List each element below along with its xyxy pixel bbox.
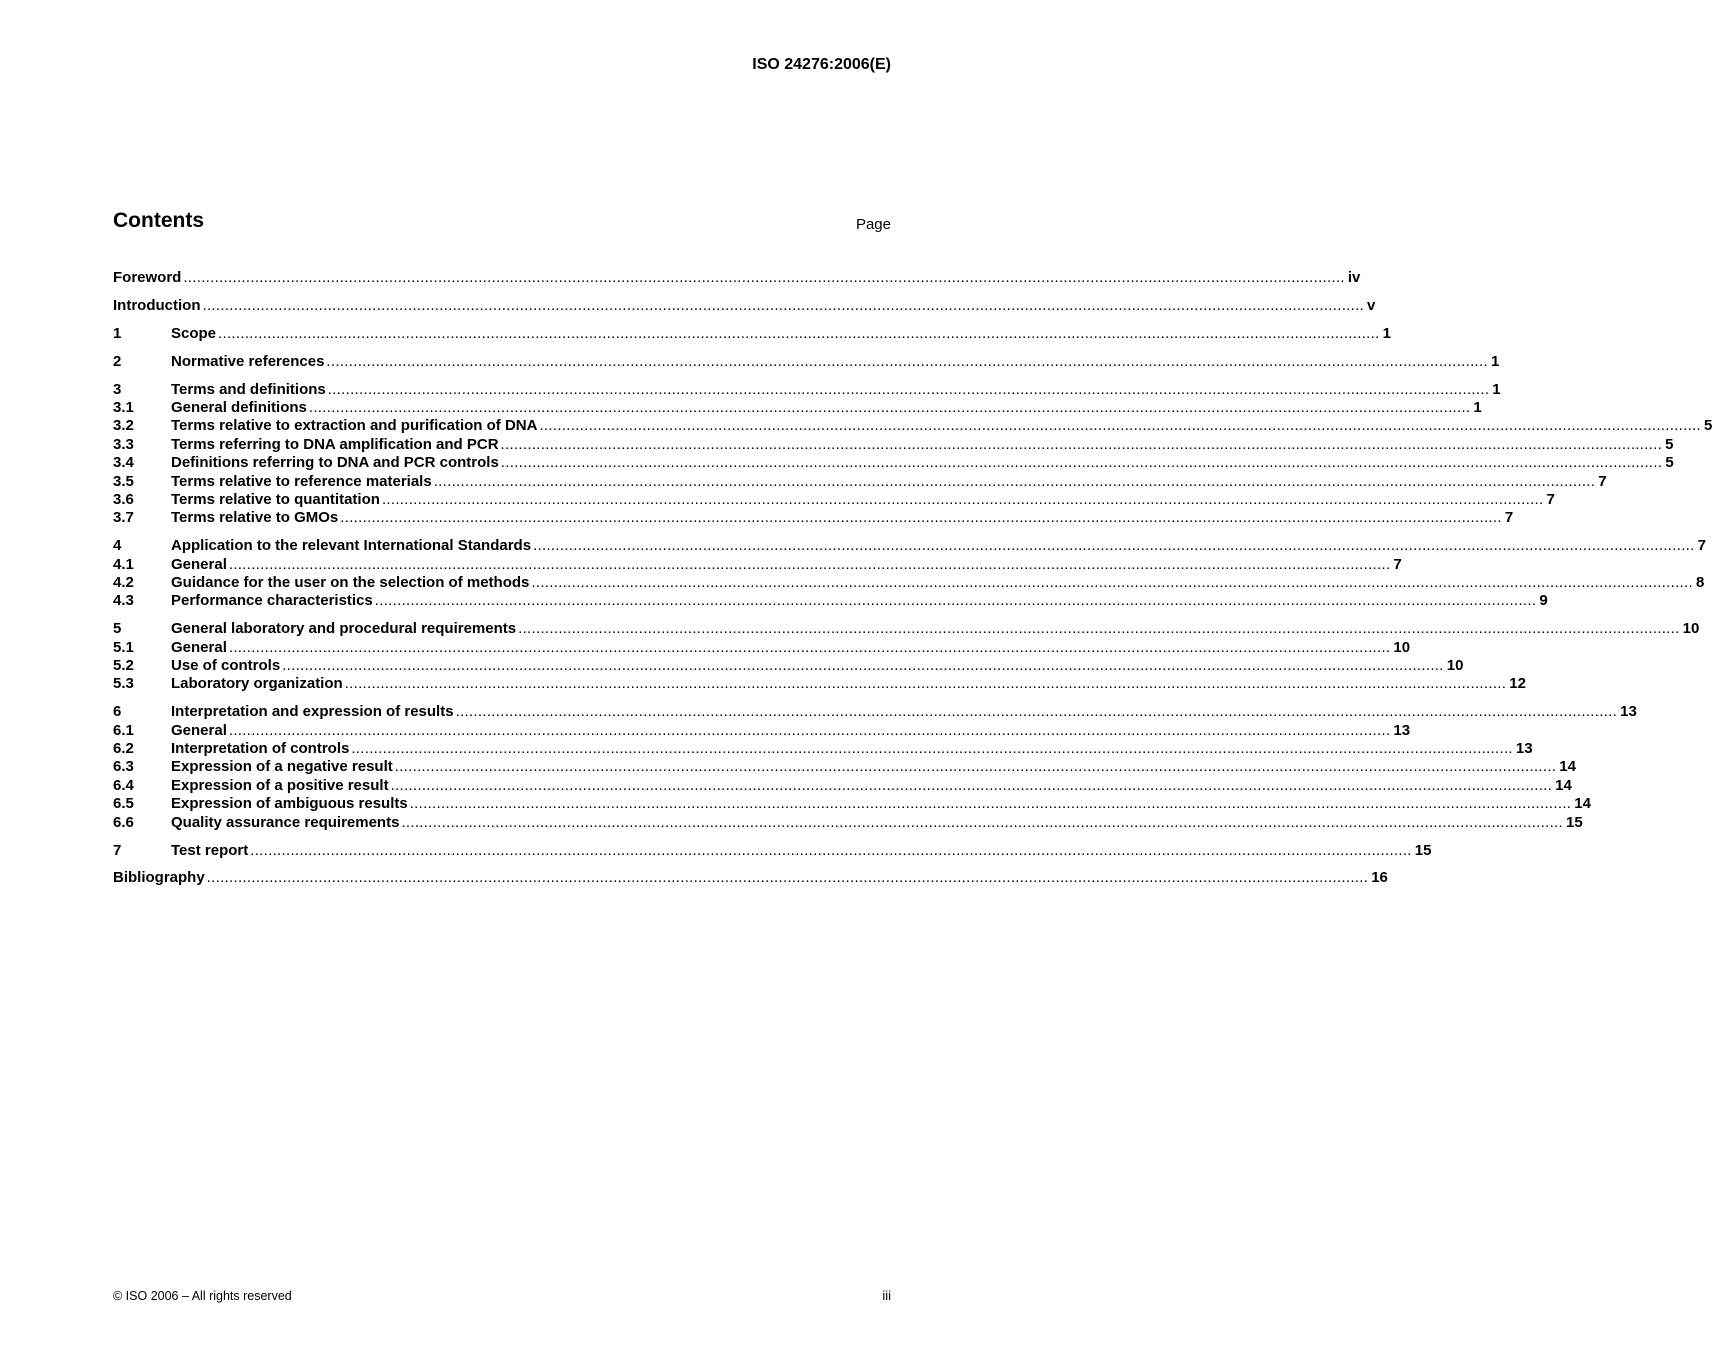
toc-dot-leader: .................................................................................................................................................................................................................................................................... — [390, 776, 1553, 794]
toc-dot-leader: .................................................................................................................................................................................................................................................................... — [374, 592, 1537, 610]
toc-entry-title: General — [171, 555, 227, 573]
toc-entry-number: 5 — [113, 620, 122, 638]
toc-entry-number: 5.1 — [113, 638, 134, 656]
toc-entry-number: 6.1 — [113, 721, 134, 739]
toc-entry-number: 3.2 — [113, 417, 134, 435]
toc-dot-leader: .................................................................................................................................................................................................................................................................... — [327, 380, 1490, 398]
toc-entry-number: 3 — [113, 380, 122, 398]
toc-group — [113, 620, 1700, 694]
toc-entry-number: 2 — [113, 352, 122, 370]
toc-entry[interactable] — [113, 324, 1391, 343]
toc-entry-page: 14 — [1559, 758, 1576, 776]
toc-entry-title: General — [171, 721, 227, 739]
toc-entry[interactable] — [113, 573, 1705, 592]
toc-entry-page: 10 — [1446, 657, 1464, 675]
toc-entry-page: 5 — [1665, 435, 1674, 453]
toc-entry[interactable] — [113, 380, 1501, 399]
toc-entry-title: Test report — [171, 841, 249, 859]
toc-entry[interactable] — [113, 592, 1548, 610]
toc-entry-page: 7 — [1393, 555, 1402, 573]
toc-entry-title: Laboratory organization — [171, 675, 343, 693]
toc-entry-title: Expression of a positive result — [171, 776, 389, 794]
toc-entry-number: 6.2 — [113, 740, 134, 758]
toc-entry-page: 12 — [1509, 675, 1526, 693]
toc-group — [113, 380, 1712, 528]
toc-entry-title: Bibliography — [113, 869, 205, 887]
toc-dot-leader: .................................................................................................................................................................................................................................................................... — [206, 869, 1369, 887]
toc-dot-leader: .................................................................................................................................................................................................................................................................... — [228, 721, 1391, 739]
toc-entry-title: Application to the relevant International Standards — [171, 537, 532, 555]
footer-copyright: © ISO 2006 – All rights reserved — [113, 1289, 292, 1303]
toc-dot-leader: .................................................................................................................................................................................................................................................................... — [531, 573, 1693, 591]
toc-entry-title: Performance characteristics — [171, 592, 373, 610]
toc-entry-page: 5 — [1704, 417, 1712, 435]
toc-entry-page: 7 — [1598, 472, 1607, 490]
toc-entry-title: General — [171, 638, 227, 656]
toc-entry-page: 16 — [1371, 869, 1388, 887]
toc-dot-leader: .................................................................................................................................................................................................................................................................... — [250, 841, 1412, 859]
toc-dot-leader: .................................................................................................................................................................................................................................................................... — [351, 740, 1513, 758]
toc-entry-title: Expression of ambiguous results — [171, 795, 408, 813]
toc-group — [113, 296, 1376, 315]
toc-entry-page: 10 — [1393, 638, 1411, 656]
toc-entry[interactable] — [113, 537, 1706, 555]
toc-dot-leader: .................................................................................................................................................................................................................................................................... — [340, 509, 1502, 527]
toc-entry-page: 1 — [1473, 398, 1482, 416]
toc-group — [113, 703, 1637, 832]
toc-entry-number: 3.3 — [113, 435, 134, 453]
table-of-contents — [113, 269, 1712, 897]
toc-dot-leader: .................................................................................................................................................................................................................................................................... — [539, 417, 1701, 435]
toc-entry[interactable] — [113, 841, 1432, 860]
toc-entry-page: 7 — [1504, 509, 1514, 527]
toc-entry-number: 1 — [113, 324, 122, 342]
toc-entry-number: 4 — [113, 537, 122, 555]
toc-entry-page: iv — [1347, 269, 1361, 286]
toc-entry[interactable] — [113, 509, 1514, 527]
toc-dot-leader: .................................................................................................................................................................................................................................................................... — [326, 352, 1488, 370]
toc-entry[interactable] — [113, 269, 1361, 287]
toc-entry-number: 3.4 — [113, 454, 134, 472]
toc-entry[interactable] — [113, 638, 1411, 657]
toc-entry-title: Terms relative to extraction and purification of DNA — [171, 417, 538, 435]
toc-entry-page: 13 — [1515, 740, 1533, 758]
toc-entry[interactable] — [113, 296, 1376, 315]
toc-dot-leader: .................................................................................................................................................................................................................................................................... — [282, 657, 1444, 675]
toc-entry-page: 1 — [1382, 324, 1391, 342]
toc-entry-title: Interpretation of controls — [171, 740, 350, 758]
toc-entry[interactable] — [113, 435, 1674, 454]
toc-entry-page: 14 — [1574, 795, 1591, 813]
toc-group — [113, 537, 1706, 611]
toc-entry-number: 3.1 — [113, 398, 134, 416]
toc-entry-title: Introduction — [113, 296, 201, 314]
toc-entry-page: 8 — [1695, 573, 1705, 591]
toc-entry[interactable] — [113, 721, 1411, 740]
toc-group — [113, 352, 1500, 371]
toc-group — [113, 324, 1391, 343]
toc-dot-leader: .................................................................................................................................................................................................................................................................... — [308, 398, 1471, 416]
toc-entry-title: Quality assurance requirements — [171, 813, 400, 831]
toc-entry-number: 6.3 — [113, 758, 134, 776]
toc-entry[interactable] — [113, 490, 1555, 509]
toc-entry[interactable] — [113, 813, 1583, 832]
contents-heading: Contents — [113, 209, 204, 232]
toc-entry-page: v — [1367, 296, 1376, 314]
toc-group — [113, 869, 1388, 887]
toc-entry-number: 6 — [113, 703, 122, 721]
toc-dot-leader: .................................................................................................................................................................................................................................................................... — [409, 795, 1572, 813]
toc-dot-leader: .................................................................................................................................................................................................................................................................... — [344, 675, 1507, 693]
document-id: ISO 24276:2006(E) — [752, 56, 891, 73]
toc-entry-title: Expression of a negative result — [171, 758, 393, 776]
toc-entry[interactable] — [113, 703, 1637, 721]
toc-entry-number: 4.2 — [113, 573, 134, 591]
page-column-label: Page — [855, 216, 891, 233]
toc-entry[interactable] — [113, 352, 1500, 371]
toc-dot-leader: .................................................................................................................................................................................................................................................................... — [394, 758, 1557, 776]
toc-dot-leader: .................................................................................................................................................................................................................................................................... — [381, 490, 1544, 508]
toc-dot-leader: .................................................................................................................................................................................................................................................................... — [500, 454, 1663, 472]
toc-entry-title: General laboratory and procedural requirements — [171, 620, 517, 638]
toc-entry[interactable] — [113, 869, 1388, 887]
toc-entry-number: 4.1 — [113, 555, 134, 573]
toc-entry-title: Guidance for the user on the selection of methods — [171, 573, 530, 591]
toc-entry-number: 3.5 — [113, 472, 134, 490]
toc-entry-title: Terms relative to quantitation — [171, 490, 380, 508]
toc-dot-leader: .................................................................................................................................................................................................................................................................... — [228, 555, 1391, 573]
toc-entry-page: 10 — [1682, 620, 1700, 638]
footer-page-number: iii — [882, 1288, 891, 1303]
toc-dot-leader: .................................................................................................................................................................................................................................................................... — [455, 703, 1618, 721]
toc-entry-number: 3.6 — [113, 490, 134, 508]
toc-entry[interactable] — [113, 740, 1533, 758]
toc-entry-number: 6.5 — [113, 795, 134, 813]
toc-group — [113, 841, 1432, 860]
toc-entry-title: Terms relative to reference materials — [171, 472, 432, 490]
toc-entry-title: Scope — [171, 324, 217, 342]
toc-entry-page: 9 — [1539, 592, 1548, 610]
toc-entry-title: Use of controls — [171, 657, 281, 675]
toc-entry-number: 3.7 — [113, 509, 134, 527]
toc-entry-number: 5.2 — [113, 657, 134, 675]
toc-entry-page: 7 — [1546, 490, 1555, 508]
toc-entry-number: 6.4 — [113, 776, 134, 794]
toc-entry-number: 5.3 — [113, 675, 134, 693]
toc-dot-leader: .................................................................................................................................................................................................................................................................... — [183, 269, 1345, 286]
toc-entry-page: 1 — [1490, 352, 1500, 370]
toc-entry-title: Definitions referring to DNA and PCR controls — [171, 454, 499, 472]
toc-dot-leader: .................................................................................................................................................................................................................................................................... — [401, 813, 1563, 831]
toc-entry-page: 14 — [1555, 776, 1572, 794]
toc-dot-leader: .................................................................................................................................................................................................................................................................... — [518, 620, 1680, 638]
toc-entry[interactable] — [113, 555, 1402, 574]
toc-entry-title: Terms relative to GMOs — [171, 509, 339, 527]
toc-entry-page: 13 — [1620, 703, 1637, 721]
toc-entry-page: 13 — [1393, 721, 1411, 739]
toc-entry-title: Terms and definitions — [171, 380, 326, 398]
toc-entry-page: 7 — [1697, 537, 1706, 555]
toc-entry-page: 1 — [1492, 380, 1501, 398]
toc-entry-title: Foreword — [113, 269, 182, 286]
toc-entry-page: 15 — [1565, 813, 1583, 831]
toc-group — [113, 269, 1361, 287]
toc-entry[interactable] — [113, 776, 1572, 795]
toc-entry-title: Terms referring to DNA amplification and PCR — [171, 435, 499, 453]
toc-dot-leader: .................................................................................................................................................................................................................................................................... — [500, 435, 1663, 453]
toc-entry-title: Interpretation and expression of results — [171, 703, 454, 721]
toc-dot-leader: .................................................................................................................................................................................................................................................................... — [433, 472, 1596, 490]
toc-dot-leader: .................................................................................................................................................................................................................................................................... — [218, 324, 1380, 342]
toc-entry-title: Normative references — [171, 352, 325, 370]
toc-entry[interactable] — [113, 795, 1591, 813]
toc-entry[interactable] — [113, 472, 1607, 491]
toc-entry-number: 7 — [113, 841, 122, 859]
toc-entry-title: General definitions — [171, 398, 307, 416]
toc-entry[interactable] — [113, 398, 1482, 417]
toc-dot-leader: .................................................................................................................................................................................................................................................................... — [533, 537, 1695, 555]
toc-entry-number: 4.3 — [113, 592, 134, 610]
toc-dot-leader: .................................................................................................................................................................................................................................................................... — [228, 638, 1391, 656]
toc-entry-number: 6.6 — [113, 813, 134, 831]
toc-entry[interactable] — [113, 675, 1526, 693]
toc-entry[interactable] — [113, 417, 1712, 435]
toc-entry[interactable] — [113, 657, 1464, 675]
toc-entry[interactable] — [113, 620, 1700, 638]
toc-entry-page: 15 — [1414, 841, 1432, 859]
toc-entry[interactable] — [113, 454, 1674, 472]
toc-entry[interactable] — [113, 758, 1576, 776]
toc-entry-page: 5 — [1665, 454, 1674, 472]
toc-dot-leader: .................................................................................................................................................................................................................................................................... — [202, 296, 1365, 314]
